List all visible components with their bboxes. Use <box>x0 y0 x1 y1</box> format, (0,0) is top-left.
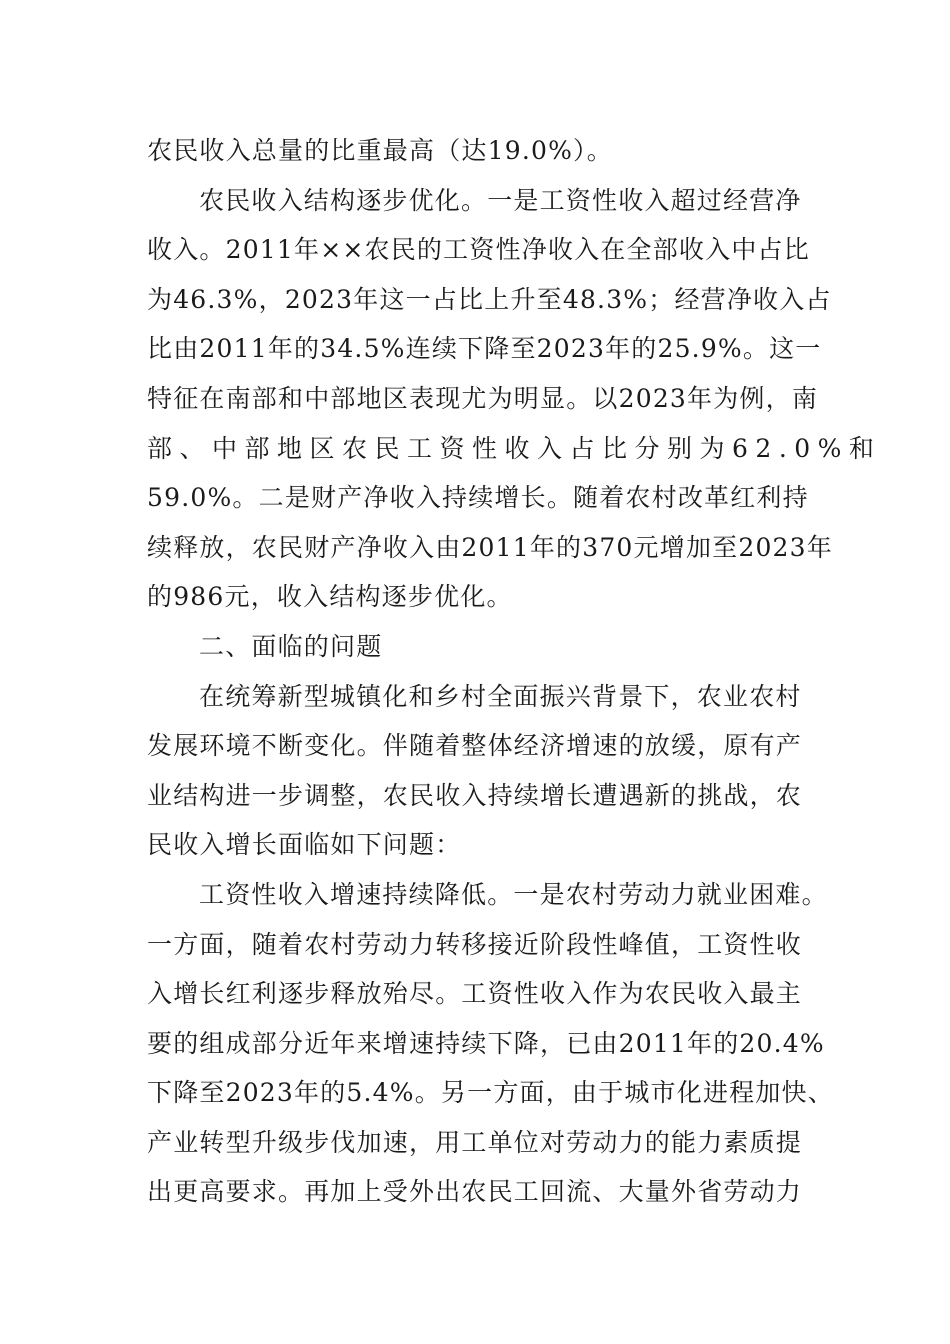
text-line: 业结构进一步调整，农民收入持续增长遭遇新的挑战，农 <box>147 780 803 810</box>
body-text <box>147 126 882 1217</box>
text-line: 农民收入总量的比重最高（达19.0%）。 <box>147 136 613 165</box>
text-line: 民收入增长面临如下问题： <box>147 830 462 860</box>
text-line: 出更高要求。再加上受外出农民工回流、大量外省劳动力 <box>147 1177 803 1207</box>
section-heading: 二、面临的问题 <box>199 631 383 661</box>
text-line: 入增长红利逐步释放殆尽。工资性收入作为农民收入最主 <box>147 979 803 1009</box>
text-line: 一方面，随着农村劳动力转移接近阶段性峰值，工资性收 <box>147 929 803 959</box>
text-line: 要的组成部分近年来增速持续下降，已由2011年的20.4% <box>147 1028 825 1058</box>
text-line: 的986元，收入结构逐步优化。 <box>147 582 513 612</box>
text-line: 下降至2023年的5.4%。另一方面，由于城市化进程加快、 <box>147 1078 834 1108</box>
text-line: 收入。2011年××农民的工资性净收入在全部收入中占比 <box>147 235 810 265</box>
paragraph-start-line: 农民收入结构逐步优化。一是工资性收入超过经营净 <box>199 185 802 215</box>
text-line: 产业转型升级步伐加速，用工单位对劳动力的能力素质提 <box>147 1127 803 1157</box>
text-line: 比由2011年的34.5%连续下降至2023年的25.9%。这一 <box>147 334 822 364</box>
text-line: 发展环境不断变化。伴随着整体经济增速的放缓，原有产 <box>147 731 803 761</box>
text-line: 59.0%。二是财产净收入持续增长。随着农村改革红利持 <box>147 483 809 513</box>
text-line: 部、中部地区农民工资性收入占比分别为62.0%和 <box>147 433 882 463</box>
text-line: 续释放，农民财产净收入由2011年的370元增加至2023年 <box>147 532 833 562</box>
paragraph-start-line: 在统筹新型城镇化和乡村全面振兴背景下，农业农村 <box>199 681 802 711</box>
text-line: 为46.3%，2023年这一占比上升至48.3%；经营净收入占 <box>147 284 832 314</box>
text-line: 特征在南部和中部地区表现尤为明显。以2023年为例，南 <box>147 383 819 413</box>
paragraph-start-line: 工资性收入增速持续降低。一是农村劳动力就业困难。 <box>199 879 828 909</box>
